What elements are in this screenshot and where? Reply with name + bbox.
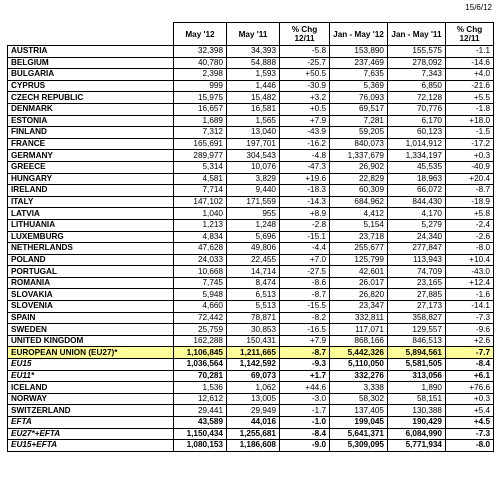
jan-may-11-value: 1,890 (388, 382, 446, 394)
jan-may-12-value: 23,347 (330, 301, 388, 313)
ytd-pct-change: +2.6 (446, 335, 494, 347)
row-label: FRANCE (8, 138, 174, 150)
may-11-value: 150,431 (227, 335, 280, 347)
jan-may-12-value: 3,338 (330, 382, 388, 394)
row-label: LATVIA (8, 208, 174, 220)
jan-may-11-value: 5,894,561 (388, 347, 446, 359)
month-pct-change: +7.9 (280, 335, 330, 347)
header-pct-chg-ytd: % Chg 12/11 (446, 23, 494, 46)
may-11-value: 1,062 (227, 382, 280, 394)
jan-may-12-value: 255,677 (330, 243, 388, 255)
month-pct-change: +1.7 (280, 370, 330, 382)
jan-may-12-value: 5,110,050 (330, 359, 388, 371)
may-11-value: 30,853 (227, 324, 280, 336)
table-row (8, 161, 494, 173)
row-label: EU15+EFTA (8, 440, 174, 452)
may-11-value: 1,446 (227, 80, 280, 92)
jan-may-12-value: 332,811 (330, 312, 388, 324)
may-12-value: 4,834 (174, 231, 227, 243)
month-pct-change: +19.6 (280, 173, 330, 185)
ytd-pct-change: -1.5 (446, 127, 494, 139)
jan-may-12-value: 7,635 (330, 69, 388, 81)
month-pct-change: -8.7 (280, 347, 330, 359)
row-label: SLOVAKIA (8, 289, 174, 301)
may-11-value: 1,565 (227, 115, 280, 127)
may-11-value: 10,076 (227, 161, 280, 173)
ytd-pct-change: -14.6 (446, 57, 494, 69)
table-row (8, 103, 494, 115)
may-11-value: 13,040 (227, 127, 280, 139)
may-12-value: 7,312 (174, 127, 227, 139)
header-may-12: May '12 (174, 23, 227, 46)
header-corner (8, 23, 174, 46)
jan-may-11-value: 23,165 (388, 277, 446, 289)
ytd-pct-change: +12.4 (446, 277, 494, 289)
may-11-value: 1,211,665 (227, 347, 280, 359)
table-row (8, 115, 494, 127)
month-pct-change: -18.3 (280, 185, 330, 197)
may-11-value: 5,513 (227, 301, 280, 313)
ytd-pct-change: +5.5 (446, 92, 494, 104)
may-12-value: 147,102 (174, 196, 227, 208)
month-pct-change: -15.5 (280, 301, 330, 313)
row-label: NETHERLANDS (8, 243, 174, 255)
may-12-value: 5,314 (174, 161, 227, 173)
row-label: EUROPEAN UNION (EU27)* (8, 347, 174, 359)
ytd-pct-change: +5.8 (446, 208, 494, 220)
jan-may-12-value: 5,309,095 (330, 440, 388, 452)
jan-may-11-value: 1,334,197 (388, 150, 446, 162)
month-pct-change: -4.4 (280, 243, 330, 255)
may-12-value: 162,288 (174, 335, 227, 347)
jan-may-11-value: 18,963 (388, 173, 446, 185)
month-pct-change: -16.2 (280, 138, 330, 150)
ytd-pct-change: -9.6 (446, 324, 494, 336)
may-11-value: 3,829 (227, 173, 280, 185)
month-pct-change: +8.9 (280, 208, 330, 220)
ytd-pct-change: +4.0 (446, 69, 494, 81)
may-11-value: 1,593 (227, 69, 280, 81)
row-label: ICELAND (8, 382, 174, 394)
jan-may-11-value: 155,575 (388, 46, 446, 58)
jan-may-11-value: 129,557 (388, 324, 446, 336)
may-12-value: 40,780 (174, 57, 227, 69)
jan-may-11-value: 27,173 (388, 301, 446, 313)
table-row (8, 138, 494, 150)
row-label: BELGIUM (8, 57, 174, 69)
may-11-value: 1,248 (227, 219, 280, 231)
may-12-value: 15,975 (174, 92, 227, 104)
jan-may-12-value: 60,309 (330, 185, 388, 197)
month-pct-change: -47.3 (280, 161, 330, 173)
jan-may-11-value: 60,123 (388, 127, 446, 139)
row-label: ROMANIA (8, 277, 174, 289)
jan-may-11-value: 5,581,505 (388, 359, 446, 371)
may-11-value: 6,513 (227, 289, 280, 301)
month-pct-change: -1.0 (280, 417, 330, 429)
may-11-value: 197,701 (227, 138, 280, 150)
may-11-value: 1,142,592 (227, 359, 280, 371)
month-pct-change: -9.3 (280, 359, 330, 371)
jan-may-11-value: 74,709 (388, 266, 446, 278)
jan-may-11-value: 190,429 (388, 417, 446, 429)
ytd-pct-change: +0.3 (446, 150, 494, 162)
jan-may-12-value: 42,601 (330, 266, 388, 278)
may-12-value: 10,668 (174, 266, 227, 278)
ytd-pct-change: +4.5 (446, 417, 494, 429)
jan-may-12-value: 5,369 (330, 80, 388, 92)
ytd-pct-change: -2.4 (446, 219, 494, 231)
jan-may-11-value: 844,430 (388, 196, 446, 208)
row-label: SWEDEN (8, 324, 174, 336)
ytd-pct-change: -40.9 (446, 161, 494, 173)
row-label: GREECE (8, 161, 174, 173)
jan-may-11-value: 7,343 (388, 69, 446, 81)
ytd-pct-change: -7.3 (446, 428, 494, 440)
may-12-value: 70,281 (174, 370, 227, 382)
month-pct-change: -3.0 (280, 393, 330, 405)
row-label: BULGARIA (8, 69, 174, 81)
jan-may-12-value: 868,166 (330, 335, 388, 347)
jan-may-11-value: 6,084,990 (388, 428, 446, 440)
may-12-value: 1,150,434 (174, 428, 227, 440)
month-pct-change: -15.1 (280, 231, 330, 243)
registrations-table (7, 22, 494, 452)
table-row (8, 173, 494, 185)
month-pct-change: +0.5 (280, 103, 330, 115)
jan-may-11-value: 4,170 (388, 208, 446, 220)
month-pct-change: -30.9 (280, 80, 330, 92)
ytd-pct-change: -14.1 (446, 301, 494, 313)
may-11-value: 1,255,681 (227, 428, 280, 440)
jan-may-11-value: 5,771,934 (388, 440, 446, 452)
may-11-value: 22,455 (227, 254, 280, 266)
jan-may-11-value: 278,092 (388, 57, 446, 69)
row-label: EU15 (8, 359, 174, 371)
row-label: UNITED KINGDOM (8, 335, 174, 347)
row-label: SWITZERLAND (8, 405, 174, 417)
row-label: LUXEMBURG (8, 231, 174, 243)
may-12-value: 29,441 (174, 405, 227, 417)
table-row (8, 243, 494, 255)
table-row (8, 347, 494, 359)
table-row (8, 312, 494, 324)
may-11-value: 15,482 (227, 92, 280, 104)
may-12-value: 4,660 (174, 301, 227, 313)
ytd-pct-change: -1.8 (446, 103, 494, 115)
jan-may-12-value: 58,302 (330, 393, 388, 405)
ytd-pct-change: -1.6 (446, 289, 494, 301)
month-pct-change: +7.9 (280, 115, 330, 127)
row-label: AUSTRIA (8, 46, 174, 58)
table-row (8, 289, 494, 301)
table-row (8, 428, 494, 440)
may-12-value: 32,398 (174, 46, 227, 58)
jan-may-12-value: 332,276 (330, 370, 388, 382)
jan-may-12-value: 153,890 (330, 46, 388, 58)
month-pct-change: -43.9 (280, 127, 330, 139)
may-12-value: 1,040 (174, 208, 227, 220)
table-row (8, 417, 494, 429)
may-11-value: 5,696 (227, 231, 280, 243)
ytd-pct-change: +18.0 (446, 115, 494, 127)
month-pct-change: -27.5 (280, 266, 330, 278)
ytd-pct-change: +6.1 (446, 370, 494, 382)
table-row (8, 208, 494, 220)
table-row (8, 405, 494, 417)
may-12-value: 43,589 (174, 417, 227, 429)
may-12-value: 1,106,845 (174, 347, 227, 359)
table-row (8, 359, 494, 371)
jan-may-12-value: 59,205 (330, 127, 388, 139)
table-row (8, 266, 494, 278)
jan-may-11-value: 27,885 (388, 289, 446, 301)
may-12-value: 289,977 (174, 150, 227, 162)
may-12-value: 4,581 (174, 173, 227, 185)
jan-may-12-value: 23,718 (330, 231, 388, 243)
jan-may-11-value: 66,072 (388, 185, 446, 197)
ytd-pct-change: -8.0 (446, 440, 494, 452)
month-pct-change: +7.0 (280, 254, 330, 266)
may-12-value: 999 (174, 80, 227, 92)
jan-may-12-value: 22,829 (330, 173, 388, 185)
may-11-value: 14,714 (227, 266, 280, 278)
jan-may-11-value: 6,850 (388, 80, 446, 92)
table-row (8, 254, 494, 266)
row-label: EU27*+EFTA (8, 428, 174, 440)
may-12-value: 24,033 (174, 254, 227, 266)
row-label: DENMARK (8, 103, 174, 115)
may-12-value: 47,628 (174, 243, 227, 255)
may-12-value: 2,398 (174, 69, 227, 81)
may-11-value: 29,949 (227, 405, 280, 417)
may-11-value: 34,393 (227, 46, 280, 58)
jan-may-11-value: 70,776 (388, 103, 446, 115)
row-label: PORTUGAL (8, 266, 174, 278)
may-11-value: 54,888 (227, 57, 280, 69)
month-pct-change: +3.2 (280, 92, 330, 104)
row-label: LITHUANIA (8, 219, 174, 231)
may-12-value: 1,689 (174, 115, 227, 127)
may-11-value: 955 (227, 208, 280, 220)
table-row (8, 92, 494, 104)
table-row (8, 231, 494, 243)
month-pct-change: -14.3 (280, 196, 330, 208)
may-11-value: 49,806 (227, 243, 280, 255)
jan-may-12-value: 125,799 (330, 254, 388, 266)
ytd-pct-change: -7.3 (446, 312, 494, 324)
ytd-pct-change: -7.7 (446, 347, 494, 359)
ytd-pct-change: +76.6 (446, 382, 494, 394)
ytd-pct-change: +10.4 (446, 254, 494, 266)
month-pct-change: -2.8 (280, 219, 330, 231)
month-pct-change: -5.8 (280, 46, 330, 58)
table-row (8, 301, 494, 313)
may-12-value: 1,213 (174, 219, 227, 231)
jan-may-12-value: 1,337,679 (330, 150, 388, 162)
report-date: 15/6/12 (465, 3, 492, 12)
row-label: FINLAND (8, 127, 174, 139)
ytd-pct-change: -17.2 (446, 138, 494, 150)
jan-may-11-value: 113,943 (388, 254, 446, 266)
table-row (8, 440, 494, 452)
may-12-value: 1,080,153 (174, 440, 227, 452)
may-11-value: 44,016 (227, 417, 280, 429)
jan-may-12-value: 137,405 (330, 405, 388, 417)
may-11-value: 171,559 (227, 196, 280, 208)
row-label: SPAIN (8, 312, 174, 324)
jan-may-11-value: 72,128 (388, 92, 446, 104)
table-row (8, 370, 494, 382)
may-11-value: 304,543 (227, 150, 280, 162)
jan-may-11-value: 846,513 (388, 335, 446, 347)
jan-may-11-value: 130,388 (388, 405, 446, 417)
may-11-value: 13,005 (227, 393, 280, 405)
may-11-value: 78,871 (227, 312, 280, 324)
header-may-11: May '11 (227, 23, 280, 46)
month-pct-change: -4.8 (280, 150, 330, 162)
month-pct-change: -8.7 (280, 289, 330, 301)
table-row (8, 196, 494, 208)
may-11-value: 69,073 (227, 370, 280, 382)
header-pct-chg-month: % Chg 12/11 (280, 23, 330, 46)
jan-may-11-value: 313,056 (388, 370, 446, 382)
ytd-pct-change: +0.3 (446, 393, 494, 405)
ytd-pct-change: -18.9 (446, 196, 494, 208)
month-pct-change: +50.5 (280, 69, 330, 81)
month-pct-change: -8.4 (280, 428, 330, 440)
may-11-value: 9,440 (227, 185, 280, 197)
month-pct-change: -1.7 (280, 405, 330, 417)
month-pct-change: -9.0 (280, 440, 330, 452)
jan-may-11-value: 358,827 (388, 312, 446, 324)
jan-may-11-value: 6,170 (388, 115, 446, 127)
may-12-value: 25,759 (174, 324, 227, 336)
jan-may-12-value: 26,902 (330, 161, 388, 173)
ytd-pct-change: +5.4 (446, 405, 494, 417)
row-label: SLOVENIA (8, 301, 174, 313)
table-row (8, 393, 494, 405)
jan-may-12-value: 7,281 (330, 115, 388, 127)
table-row (8, 127, 494, 139)
ytd-pct-change: -2.6 (446, 231, 494, 243)
month-pct-change: -16.5 (280, 324, 330, 336)
jan-may-12-value: 4,412 (330, 208, 388, 220)
row-label: EFTA (8, 417, 174, 429)
may-12-value: 16,657 (174, 103, 227, 115)
ytd-pct-change: -8.0 (446, 243, 494, 255)
may-11-value: 16,581 (227, 103, 280, 115)
jan-may-12-value: 840,073 (330, 138, 388, 150)
may-11-value: 8,474 (227, 277, 280, 289)
ytd-pct-change: -8.4 (446, 359, 494, 371)
table-row (8, 277, 494, 289)
month-pct-change: -25.7 (280, 57, 330, 69)
may-12-value: 5,948 (174, 289, 227, 301)
table-header-row (8, 23, 494, 46)
jan-may-12-value: 5,641,371 (330, 428, 388, 440)
jan-may-11-value: 277,847 (388, 243, 446, 255)
table-row (8, 335, 494, 347)
row-label: POLAND (8, 254, 174, 266)
table-row (8, 382, 494, 394)
row-label: HUNGARY (8, 173, 174, 185)
may-12-value: 1,536 (174, 382, 227, 394)
jan-may-12-value: 76,093 (330, 92, 388, 104)
jan-may-12-value: 237,469 (330, 57, 388, 69)
row-label: GERMANY (8, 150, 174, 162)
may-12-value: 165,691 (174, 138, 227, 150)
row-label: ESTONIA (8, 115, 174, 127)
jan-may-12-value: 117,071 (330, 324, 388, 336)
ytd-pct-change: +20.4 (446, 173, 494, 185)
jan-may-12-value: 26,820 (330, 289, 388, 301)
row-label: IRELAND (8, 185, 174, 197)
ytd-pct-change: -8.7 (446, 185, 494, 197)
jan-may-12-value: 5,442,326 (330, 347, 388, 359)
row-label: NORWAY (8, 393, 174, 405)
table-row (8, 150, 494, 162)
month-pct-change: -8.6 (280, 277, 330, 289)
may-12-value: 1,036,564 (174, 359, 227, 371)
jan-may-11-value: 5,279 (388, 219, 446, 231)
may-12-value: 72,442 (174, 312, 227, 324)
row-label: ITALY (8, 196, 174, 208)
header-jan-may-11: Jan - May '11 (388, 23, 446, 46)
may-11-value: 1,186,608 (227, 440, 280, 452)
row-label: CYPRUS (8, 80, 174, 92)
jan-may-11-value: 1,014,912 (388, 138, 446, 150)
table-row (8, 185, 494, 197)
may-12-value: 7,745 (174, 277, 227, 289)
jan-may-12-value: 69,517 (330, 103, 388, 115)
table-row (8, 80, 494, 92)
jan-may-11-value: 24,340 (388, 231, 446, 243)
row-label: CZECH REPUBLIC (8, 92, 174, 104)
row-label: EU11* (8, 370, 174, 382)
may-12-value: 12,612 (174, 393, 227, 405)
jan-may-11-value: 58,151 (388, 393, 446, 405)
table-row (8, 69, 494, 81)
jan-may-12-value: 199,045 (330, 417, 388, 429)
ytd-pct-change: -1.1 (446, 46, 494, 58)
month-pct-change: +44.6 (280, 382, 330, 394)
may-12-value: 7,714 (174, 185, 227, 197)
ytd-pct-change: -21.6 (446, 80, 494, 92)
jan-may-12-value: 26,017 (330, 277, 388, 289)
table-row (8, 46, 494, 58)
month-pct-change: -8.2 (280, 312, 330, 324)
ytd-pct-change: -43.0 (446, 266, 494, 278)
header-jan-may-12: Jan - May '12 (330, 23, 388, 46)
table-row (8, 324, 494, 336)
table-row (8, 57, 494, 69)
jan-may-11-value: 45,535 (388, 161, 446, 173)
jan-may-12-value: 5,154 (330, 219, 388, 231)
table-row (8, 219, 494, 231)
jan-may-12-value: 684,962 (330, 196, 388, 208)
